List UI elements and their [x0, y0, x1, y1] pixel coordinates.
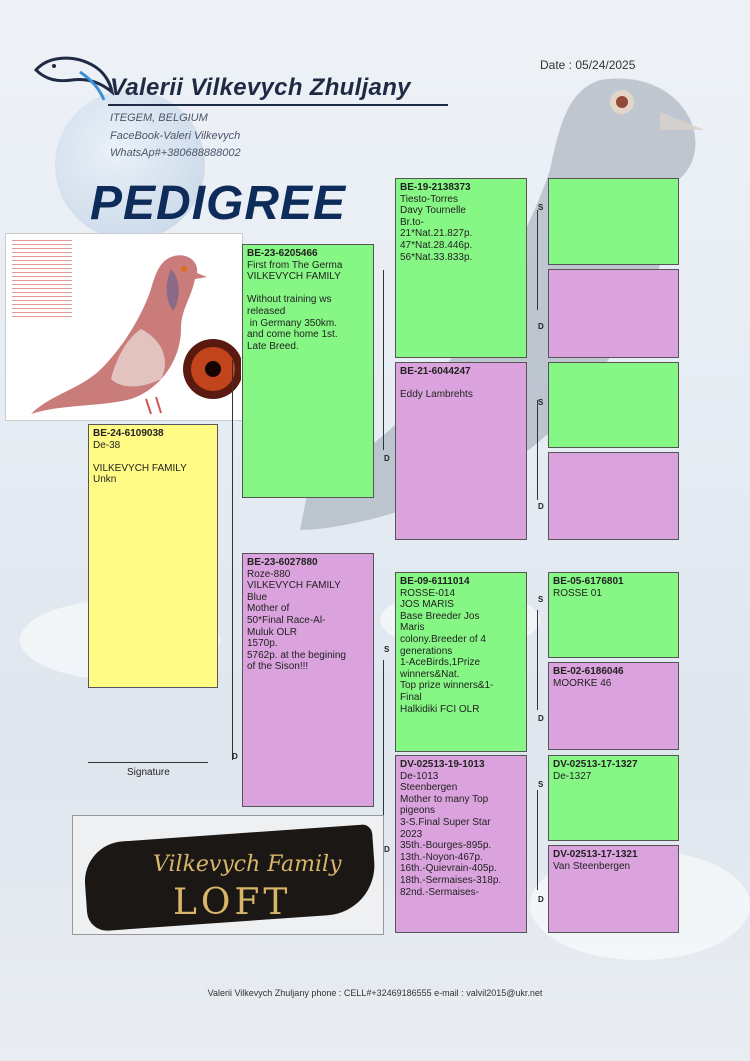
- dam-sire-dam-box: [548, 662, 679, 750]
- connector-line: [537, 400, 538, 500]
- pedigree-line: First from The Germa: [247, 259, 343, 271]
- pedigree-line: Halkidiki FCI OLR: [400, 703, 480, 715]
- loft-word: LOFT: [173, 882, 292, 923]
- pedigree-line: pigeons: [400, 805, 436, 817]
- dam-box: [242, 553, 374, 807]
- pedigree-line: Base Breeder Jos: [400, 610, 480, 622]
- pedigree-line: 1-AceBirds,1Prize: [400, 657, 481, 669]
- pedigree-line: 13th.-Noyon-467p.: [400, 851, 483, 863]
- breeder-facebook: FaceBook-Valeri Vilkevych: [110, 130, 241, 142]
- pedigree-line: Steenbergen: [400, 782, 458, 794]
- dam-dam-sire-box: [548, 755, 679, 841]
- pedigree-line: 2023: [400, 828, 423, 840]
- ring-number: DV-02513-17-1327: [553, 759, 638, 770]
- connector-line: [537, 210, 538, 310]
- pedigree-line: [247, 283, 369, 295]
- pedigree-line: in Germany 350km.: [247, 317, 338, 329]
- pedigree-line: winners&Nat.: [400, 668, 460, 680]
- sire-sire-dam-box: [548, 269, 679, 358]
- pedigree-line: of the Sison!!!: [247, 661, 309, 673]
- pigeon-photo-icon: [21, 239, 241, 419]
- pedigree-line: 56*Nat.33.833p.: [400, 251, 473, 263]
- dam-label: D: [538, 714, 544, 723]
- connector-line: [537, 610, 538, 710]
- pedigree-line: Late Breed.: [247, 340, 299, 352]
- dam-label: D: [538, 895, 544, 904]
- pedigree-line: Davy Tournelle: [400, 205, 466, 217]
- pedigree-line: Without training ws: [247, 294, 332, 306]
- dam-label: D: [384, 845, 390, 854]
- pedigree-line: 82nd.-Sermaises-: [400, 886, 479, 898]
- ring-number: BE-23-6205466: [247, 248, 318, 259]
- connector-line: [383, 660, 384, 840]
- dam-sire-box: [395, 572, 527, 752]
- pedigree-line: [93, 451, 213, 463]
- pedigree-line: VILKEVYCH FAMILY: [93, 462, 187, 474]
- dam-label: D: [384, 454, 390, 463]
- pedigree-line: Roze-880: [247, 568, 291, 580]
- dam-label: D: [538, 502, 544, 511]
- pedigree-line: and come home 1st.: [247, 329, 338, 341]
- pedigree-line: VILKEVYCH FAMILY: [247, 580, 341, 592]
- sire-label: S: [538, 398, 544, 407]
- dam-label: D: [538, 322, 544, 331]
- sire-box: [242, 244, 374, 498]
- pedigree-line: colony.Breeder of 4: [400, 633, 486, 645]
- ring-number: BE-24-6109038: [93, 428, 164, 439]
- dove-logo-icon: [34, 52, 114, 102]
- sire-dam-sire-box: [548, 362, 679, 448]
- pedigree-line: Br.to-: [400, 216, 424, 228]
- title-underline: [108, 104, 448, 106]
- pedigree-line: [400, 378, 522, 390]
- pedigree-line: Van Steenbergen: [553, 860, 631, 872]
- subject-pigeon-box: [88, 424, 218, 688]
- document-date: Date : 05/24/2025: [540, 58, 636, 72]
- dam-label: D: [232, 752, 238, 761]
- pedigree-line: 16th.-Quievrain-405p.: [400, 863, 497, 875]
- sire-dam-dam-box: [548, 452, 679, 540]
- page-title: PEDIGREE: [90, 177, 347, 230]
- sire-sire-box: [395, 178, 527, 358]
- footer-contact: Valerii Vilkevych Zhuljany phone : CELL#+32469186555 e-mail : valvil2015@ukr.net: [207, 988, 543, 998]
- dam-dam-box: [395, 755, 527, 933]
- sire-label: S: [384, 645, 390, 654]
- pedigree-line: 3-S.Final Super Star: [400, 816, 491, 828]
- ring-number: DV-02513-19-1013: [400, 759, 485, 770]
- sire-label: S: [538, 595, 544, 604]
- breeder-location: ITEGEM, BELGIUM: [110, 112, 208, 124]
- loft-logo: [72, 815, 384, 935]
- signature-label: Signature: [127, 767, 170, 778]
- pedigree-line: 1570p.: [247, 638, 278, 650]
- ring-number: BE-02-6186046: [553, 666, 624, 677]
- pedigree-line: ROSSE 01: [553, 587, 602, 599]
- breeder-name: Valerii Vilkevych Zhuljany: [110, 74, 411, 101]
- pedigree-line: Unkn: [93, 474, 117, 486]
- sire-label: S: [538, 203, 544, 212]
- signature-line: [88, 762, 208, 763]
- ring-number: BE-23-6027880: [247, 557, 318, 568]
- pedigree-line: 35th.-Bourges-895p.: [400, 840, 492, 852]
- pedigree-line: Eddy Lambrehts: [400, 389, 473, 401]
- ring-number: BE-21-6044247: [400, 366, 471, 377]
- sire-dam-box: [395, 362, 527, 540]
- pedigree-line: VILKEVYCH FAMILY: [247, 271, 341, 283]
- pedigree-line: 21*Nat.21.827p.: [400, 228, 473, 240]
- pedigree-line: JOS MARIS: [400, 599, 454, 611]
- dam-sire-sire-box: [548, 572, 679, 658]
- pedigree-line: 18th.-Sermaises-318p.: [400, 874, 502, 886]
- pedigree-line: 5762p. at the begining: [247, 649, 346, 661]
- dam-dam-dam-box: [548, 845, 679, 933]
- ring-number: BE-09-6111014: [400, 576, 470, 587]
- breeder-whatsapp: WhatsAp#+380688888002: [110, 147, 241, 159]
- pedigree-line: 50*Final Race-Al-: [247, 614, 326, 626]
- pedigree-line: Blue: [247, 591, 268, 603]
- pedigree-line: Mother to many Top: [400, 793, 489, 805]
- connector-line: [537, 790, 538, 890]
- pedigree-line: generations: [400, 645, 453, 657]
- ring-number: BE-05-6176801: [553, 576, 624, 587]
- sire-sire-sire-box: [548, 178, 679, 265]
- pedigree-line: Top prize winners&1-: [400, 680, 494, 692]
- ring-number: DV-02513-17-1321: [553, 849, 638, 860]
- ring-number: BE-19-2138373: [400, 182, 471, 193]
- pedigree-line: De-1327: [553, 770, 592, 782]
- pedigree-line: ROSSE-014: [400, 587, 456, 599]
- pedigree-line: Mother of: [247, 603, 290, 615]
- pigeon-photo: [5, 233, 243, 421]
- loft-family-name: Vilkevych Family: [153, 852, 342, 877]
- pedigree-line: Muluk OLR: [247, 626, 298, 638]
- pedigree-line: MOORKE 46: [553, 677, 612, 689]
- pedigree-line: De-38: [93, 439, 121, 451]
- pedigree-line: 47*Nat.28.446p.: [400, 239, 473, 251]
- connector-line: [232, 360, 233, 760]
- connector-line: [383, 270, 384, 450]
- sire-label: S: [538, 780, 544, 789]
- pedigree-line: Final: [400, 691, 422, 703]
- pedigree-line: released: [247, 305, 286, 317]
- pedigree-line: Tiesto-Torres: [400, 193, 458, 205]
- pedigree-line: De-1013: [400, 770, 439, 782]
- pedigree-line: Maris: [400, 622, 425, 634]
